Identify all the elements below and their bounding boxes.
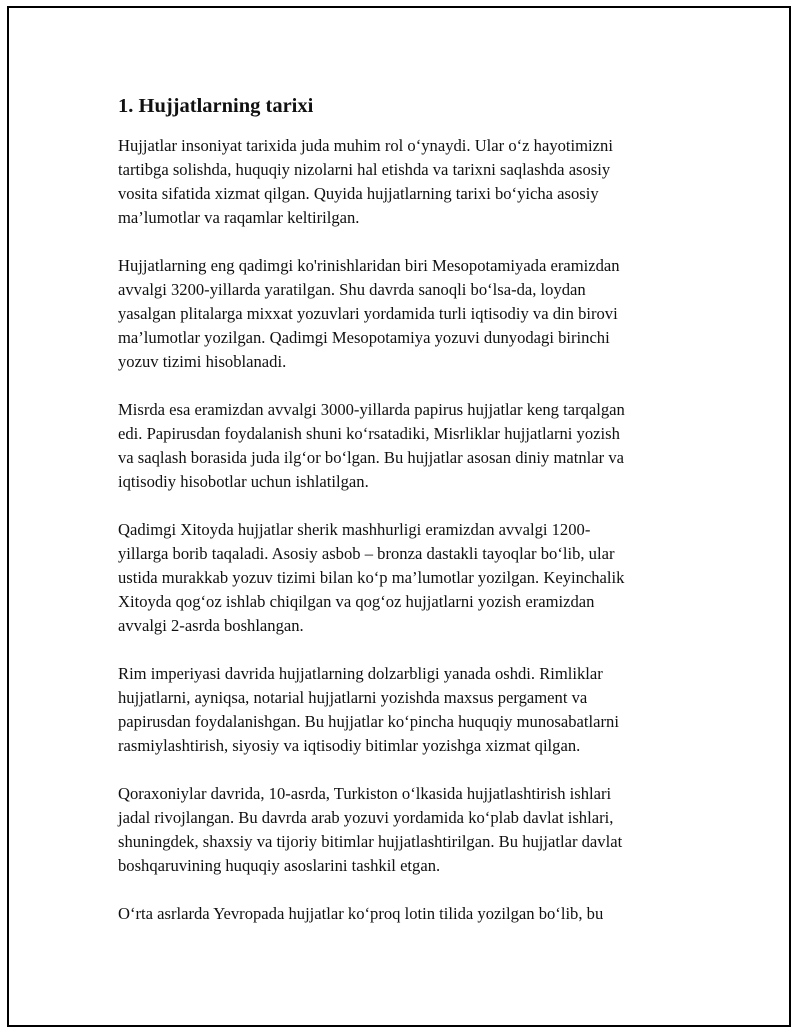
section-heading: 1. Hujjatlarning tarixi (118, 95, 314, 117)
paragraph-china: Qadimgi Xitoyda hujjatlar sherik mashhurligi eramizdan avvalgi 1200- yillarga borib taqaladi. Asosiy asbob – bronza dastakli tayoqlar bo‘lib, ular ustida murakkab yozuv tizimi bilan ko‘p ma’lumotlar yozilgan. Keyinchalik Xitoyda qog‘oz ishlab chiqilgan va qog‘oz hujjatlarni yozish eramizdan avvalgi 2-asrda boshlangan. (118, 520, 625, 635)
paragraph-middle-ages: O‘rta asrlarda Yevropada hujjatlar ko‘proq lotin tilida yozilgan bo‘lib, bu (118, 904, 604, 923)
paragraph-mesopotamia: Hujjatlarning eng qadimgi ko'rinishlaridan biri Mesopotamiyada eramizdan avvalgi 3200-yillarda yaratilgan. Shu davrda sanoqli bo‘lsa-da, loydan yasalgan plitalarga mixxat yozuvlari yordamida turli iqtisodiy va din birovi ma’lumotlar yozilgan. Qadimgi Mesopotamiya yozuvi dunyodagi birinchi yozuv tizimi hisoblanadi. (118, 256, 620, 371)
paragraph-rome: Rim imperiyasi davrida hujjatlarning dolzarbligi yanada oshdi. Rimliklar hujjatlarni, ayniqsa, notarial hujjatlarni yozishda maxsus pergament va papirusdan foydalanishgan. Bu hujjatlar ko‘pincha huquqiy munosabatlarni rasmiylashtirish, siyosiy va iqtisodiy bitimlar yozishga xizmat qilgan. (118, 664, 619, 755)
paragraph-intro: Hujjatlar insoniyat tarixida juda muhim rol o‘ynaydi. Ular o‘z hayotimizni tartibga solishda, huquqiy nizolarni hal etishda va tarixni saqlashda asosiy vosita sifatida xizmat qilgan. Quyida hujjatlarning tarixi bo‘yicha asosiy ma’lumotlar va raqamlar keltirilgan. (118, 136, 613, 227)
document-body (118, 93, 684, 950)
paragraph-egypt: Misrda esa eramizdan avvalgi 3000-yillarda papirus hujjatlar keng tarqalgan edi. Papirusdan foydalanish shuni ko‘rsatadiki, Misrliklar hujjatlarni yozish va saqlash borasida juda ilg‘or bo‘lgan. Bu hujjatlar asosan diniy matnlar va iqtisodiy hisobotlar uchun ishlatilgan. (118, 400, 625, 491)
paragraph-karakhanids: Qoraxoniylar davrida, 10-asrda, Turkiston o‘lkasida hujjatlashtirish ishlari jadal rivojlangan. Bu davrda arab yozuvi yordamida ko‘plab davlat ishlari, shuningdek, shaxsiy va tijoriy bitimlar hujjatlashtirilgan. Bu hujjatlar davlat boshqaruvining huquqiy asoslarini tashkil etgan. (118, 784, 623, 875)
